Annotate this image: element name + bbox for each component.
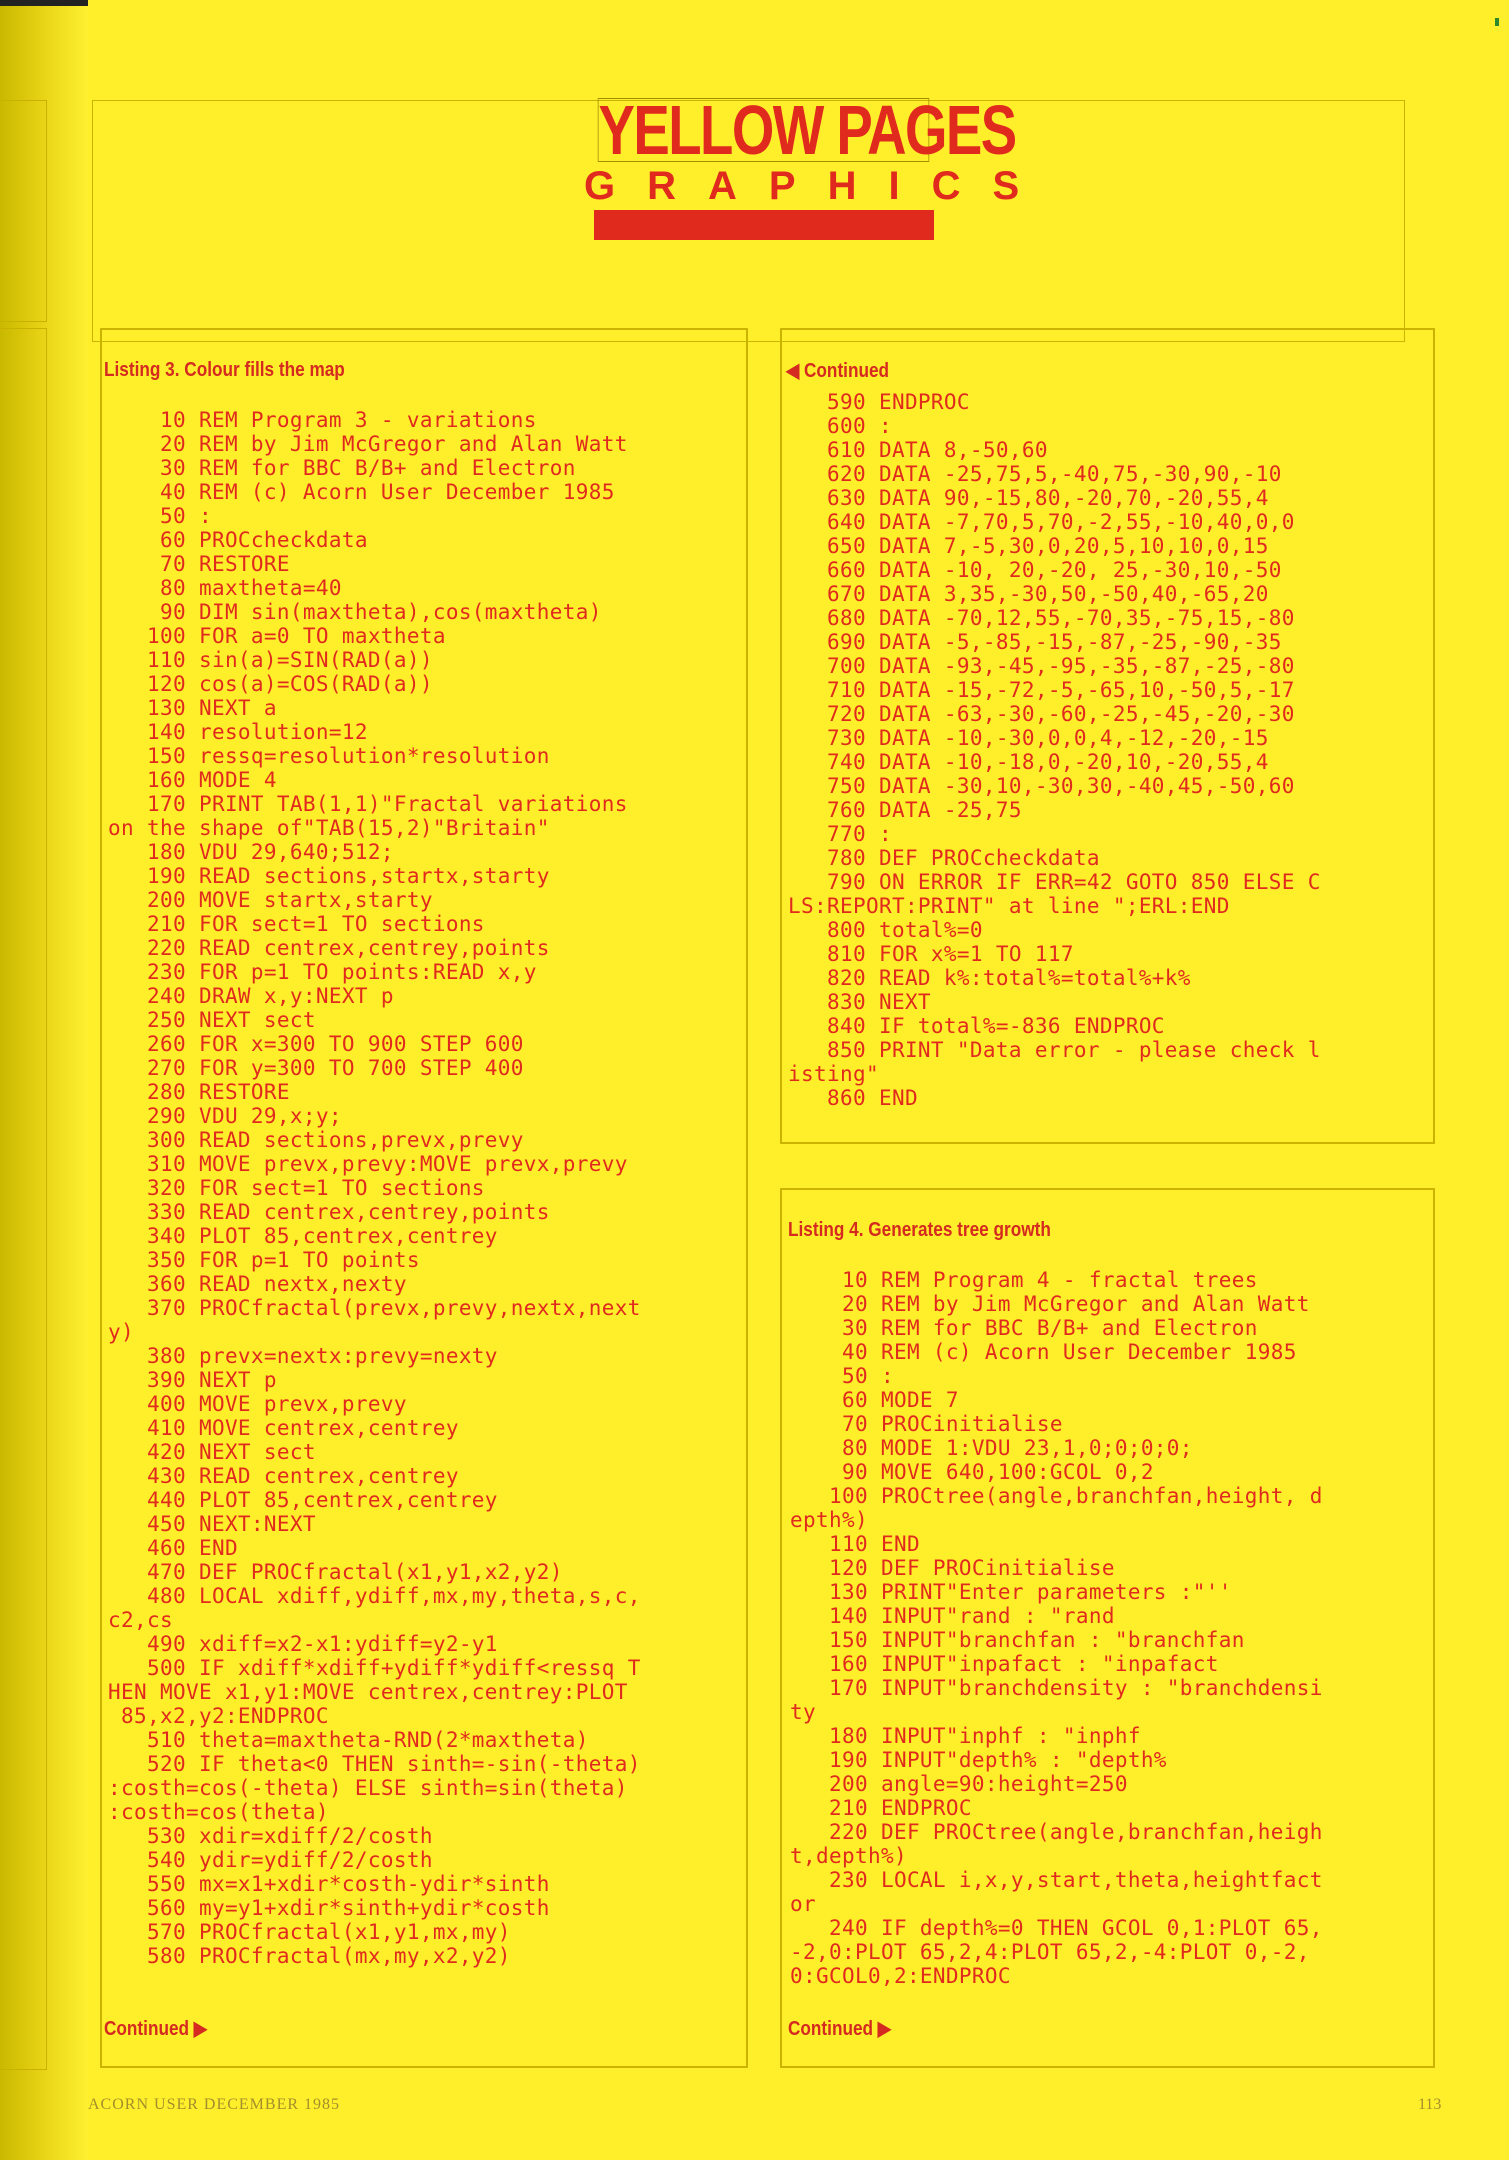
listing-3-continued: Continued ▶ (104, 2018, 208, 2040)
listing-4-code: 10 REM Program 4 - fractal trees 20 REM by Jim McGregor and Alan Watt 30 REM for BBC B/B+ and Electron 40 REM (c) Acorn User December 1985 50 : 60 MODE 7 70 PROCinitialise 80 MODE 1:VDU 23,1,0;0;0;0; 90 MOVE 640,100:GCOL 0,2 100 PROCtree(angle,branchfan,height, d epth%) 110 END 120 DEF PROCinitialise 130 PRINT"Enter parameters :"'' 140 INPUT"rand : "rand 150 INPUT"branchfan : "branchfan 160 INPUT"inpafact : "inpafact 170 INPUT"branchdensity : "branchdensi ty 180 INPUT"inphf : "inphf 190 INPUT"depth% : "depth% 200 angle=90:height=250 210 ENDPROC 220 DEF PROCtree(angle,branchfan,heigh t,depth%) 230 LOCAL i,x,y,start,theta,heightfact or 240 IF depth%=0 THEN GCOL 0,1:PLOT 65, -2,0:PLOT 65,2,4:PLOT 65,2,-4:PLOT 0,-2, 0:GCOL0,2:ENDPROC (790, 1268, 1323, 1988)
listing-4-continued: Continued ▶ (788, 2018, 892, 2040)
section-bar (594, 210, 934, 240)
footer-publication: ACORN USER DECEMBER 1985 (88, 2096, 341, 2113)
listing-3-continued-code: 590 ENDPROC 600 : 610 DATA 8,-50,60 620 DATA -25,75,5,-40,75,-30,90,-10 630 DATA 90,-15,80,-20,70,-20,55,4 640 DATA -7,70,5,70,-2,55,-10,40,0,0 650 DATA 7,-5,30,0,20,5,10,10,0,15 660 DATA -10, 20,-20, 25,-30,10,-50 670 DATA 3,35,-30,50,-50,40,-65,20 680 DATA -70,12,55,-70,35,-75,15,-80 690 DATA -5,-85,-15,-87,-25,-90,-35 700 DATA -93,-45,-95,-35,-87,-25,-80 710 DATA -15,-72,-5,-65,10,-50,5,-17 720 DATA -63,-30,-60,-25,-45,-20,-30 730 DATA -10,-30,0,0,4,-12,-20,-15 740 DATA -10,-18,0,-20,10,-20,55,4 750 DATA -30,10,-30,30,-40,45,-50,60 760 DATA -25,75 770 : 780 DEF PROCcheckdata 790 ON ERROR IF ERR=42 GOTO 850 ELSE C LS:REPORT:PRINT" at line ";ERL:END 800 total%=0 810 FOR x%=1 TO 117 820 READ k%:total%=total%+k% 830 NEXT 840 IF total%=-836 ENDPROC 850 PRINT "Data error - please check l isting" 860 END (788, 390, 1321, 1110)
section-subtitle: GRAPHICS (584, 164, 1052, 208)
listing-3-code: 10 REM Program 3 - variations 20 REM by Jim McGregor and Alan Watt 30 REM for BBC B/B+ and Electron 40 REM (c) Acorn User December 1985 50 : 60 PROCcheckdata 70 RESTORE 80 maxtheta=40 90 DIM sin(maxtheta),cos(maxtheta) 100 FOR a=0 TO maxtheta 110 sin(a)=SIN(RAD(a)) 120 cos(a)=COS(RAD(a)) 130 NEXT a 140 resolution=12 150 ressq=resolution*resolution 160 MODE 4 170 PRINT TAB(1,1)"Fractal variations on the shape of"TAB(15,2)"Britain" 180 VDU 29,640;512; 190 READ sections,startx,starty 200 MOVE startx,starty 210 FOR sect=1 TO sections 220 READ centrex,centrey,points 230 FOR p=1 TO points:READ x,y 240 DRAW x,y:NEXT p 250 NEXT sect 260 FOR x=300 TO 900 STEP 600 270 FOR y=300 TO 700 STEP 400 280 RESTORE 290 VDU 29,x;y; 300 READ sections,prevx,prevy 310 MOVE prevx,prevy:MOVE prevx,prevy 320 FOR sect=1 TO sections 330 READ centrex,centrey,points 340 PLOT 85,centrex,centrey 350 FOR p=1 TO points 360 READ nextx,nexty 370 PROCfractal(prevx,prevy,nextx,next y) 380 prevx=nextx:prevy=nexty 390 NEXT p 400 MOVE prevx,prevy 410 MOVE centrex,centrey 420 NEXT sect 430 READ centrex,centrey 440 PLOT 85,centrex,centrey 450 NEXT:NEXT 460 END 470 DEF PROCfractal(x1,y1,x2,y2) 480 LOCAL xdiff,ydiff,mx,my,theta,s,c, c2,cs 490 xdiff=x2-x1:ydiff=y2-y1 500 IF xdiff*xdiff+ydiff*ydiff<ressq T HEN MOVE x1,y1:MOVE centrex,centrey:PLOT 85,x2,y2:ENDPROC 510 theta=maxtheta-RND(2*maxtheta) 520 IF theta<0 THEN sinth=-sin(-theta) :costh=cos(-theta) ELSE sinth=sin(theta) :costh=cos(theta) 530 xdir=xdiff/2/costh 540 ydir=ydiff/2/costh 550 mx=x1+xdir*costh-ydir*sinth 560 my=y1+xdir*sinth+ydir*costh 570 PROCfractal(x1,y1,mx,my) 580 PROCfractal(mx,my,x2,y2) (108, 408, 641, 1968)
footer-page-number: 113 (1418, 2096, 1442, 2113)
gutter-frame-top (0, 100, 47, 322)
gutter-frame-main (0, 328, 47, 2070)
listing-4-title: Listing 4. Generates tree growth (788, 1219, 1051, 1241)
corner-mark (1495, 18, 1499, 26)
listing-3-continued-header: ◀ Continued (786, 360, 890, 382)
listing-3-title: Listing 3. Colour fills the map (104, 359, 345, 381)
page-title: YELLOW PAGES (598, 91, 1016, 169)
gutter-top-edge (0, 0, 88, 6)
